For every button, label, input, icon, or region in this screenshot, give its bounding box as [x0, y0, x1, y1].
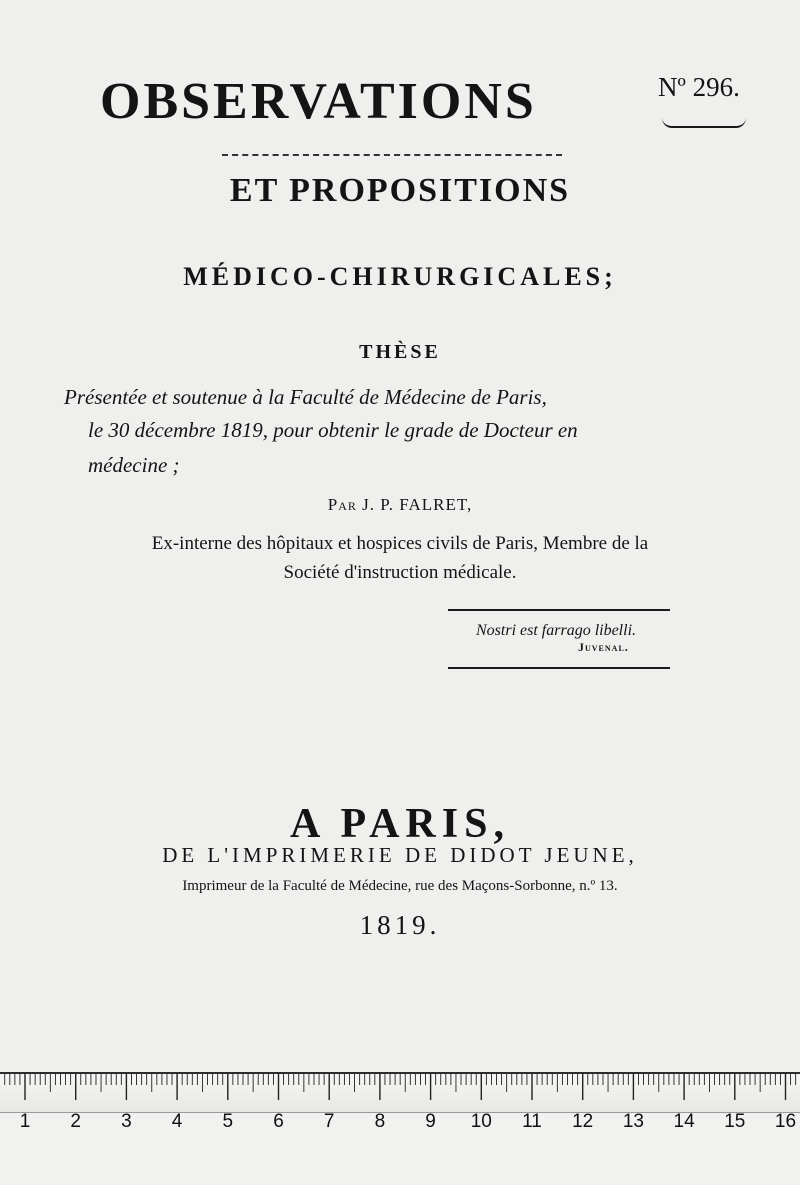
ruler-label: 7 — [323, 1111, 335, 1132]
ruler-label: 16 — [774, 1111, 797, 1132]
epigraph-source: Juvenal. — [578, 640, 629, 654]
measuring-ruler — [0, 1072, 800, 1113]
ruler-label: 4 — [171, 1111, 183, 1132]
epigraph-rule-top — [448, 609, 670, 611]
title-medical: MÉDICO-CHIRURGICALES; — [183, 262, 617, 291]
ruler-label: 10 — [470, 1111, 492, 1132]
ruler-label: 9 — [425, 1111, 436, 1132]
presentation-line-2: le 30 décembre 1819, pour obtenir le grade de Docteur en — [88, 418, 578, 442]
ruler-label: 8 — [374, 1111, 386, 1132]
ruler-label: 11 — [522, 1111, 542, 1132]
number-underline — [662, 118, 746, 128]
epigraph-rule-bottom — [448, 667, 670, 669]
author-line — [0, 495, 800, 515]
ruler-label: 6 — [273, 1111, 284, 1132]
ruler-label: 3 — [121, 1111, 132, 1132]
imprint-printer: DE L'IMPRIMERIE DE DIDOT JEUNE, — [162, 843, 638, 867]
presentation-line-3: médecine ; — [88, 453, 180, 477]
ruler-ticks — [0, 1074, 800, 1112]
imprint-printer-info: Imprimeur de la Faculté de Médecine, rue des Maçons-Sorbonne, n.º 13. — [182, 878, 618, 894]
imprint-year: 1819. — [359, 910, 441, 940]
presentation-line-1: Présentée et soutenue à la Faculté de Médecine de Paris, — [64, 385, 547, 409]
ruler-label: 5 — [222, 1111, 234, 1132]
affiliation-line-2: Société d'instruction médicale. — [283, 562, 517, 583]
author-name: J. P. FALRET, — [362, 495, 473, 514]
thesis-label: THÈSE — [359, 341, 441, 363]
title-main: OBSERVATIONS — [100, 73, 537, 130]
imprint-city: A PARIS, — [290, 801, 510, 847]
title-subtitle: ET PROPOSITIONS — [229, 172, 571, 209]
epigraph-text: Nostri est farrago libelli. — [476, 622, 637, 639]
ruler-label: 13 — [622, 1111, 644, 1132]
ruler-label: 15 — [724, 1111, 746, 1132]
title-divider — [222, 154, 562, 156]
ruler-label: 14 — [673, 1111, 695, 1132]
ruler-label: 12 — [572, 1111, 594, 1132]
affiliation-line-1: Ex-interne des hôpitaux et hospices civils de Paris, Membre de la — [151, 533, 649, 554]
ruler-label: 2 — [70, 1111, 81, 1132]
ruler-label: 1 — [19, 1111, 31, 1132]
document-number: Nº 296. — [658, 72, 740, 102]
author-prefix: Par — [327, 495, 357, 514]
